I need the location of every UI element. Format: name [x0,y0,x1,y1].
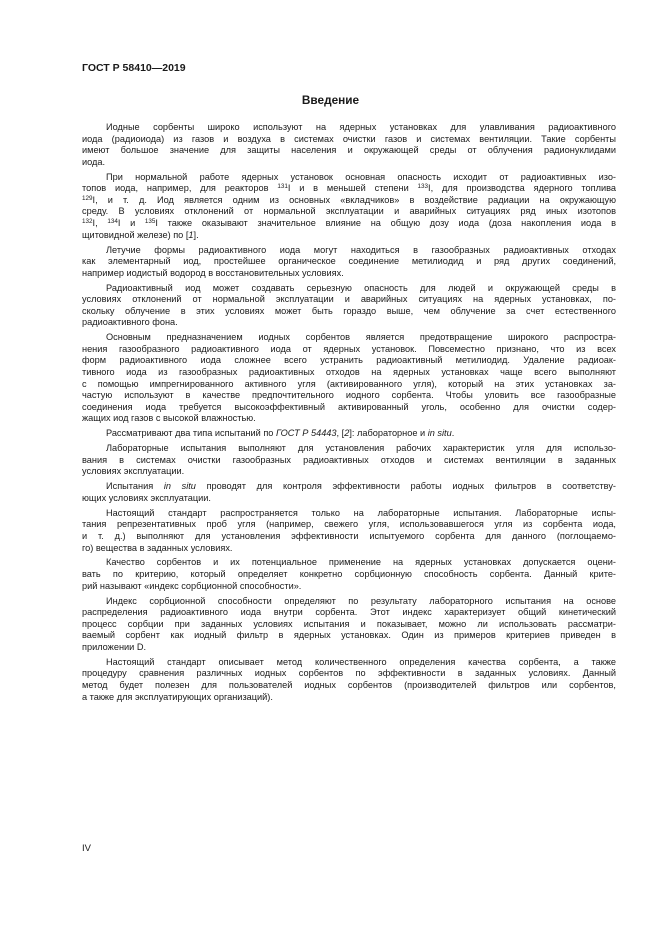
paragraph [82,172,616,242]
text-line: жащих иод газов с высокой влажностью. [82,413,256,424]
text-line: ваемый сорбент как иодный фильтр в ядерных установках. Один из примеров критериев приведен в [82,630,616,641]
text-line: имеют большое значение для защиты населения и окружающей среды от облучения радионуклидами [82,145,616,156]
text-line: радиоактивного фона. [82,317,178,328]
text-line: щитовидной железе) по [1]. [82,229,199,240]
text-line: условиях отклонений от нормальной эксплуатации и аварийных ситуациях на ядерных установках, по- [82,294,616,305]
text-line: нения газообразного радиоактивного иода от ядерных установок. Повсеместно признано, что из всех [82,343,616,354]
isotope-mass-number: 132 [82,218,93,226]
paragraph [82,332,616,425]
text-line: го) вещества в заданных условиях. [82,542,233,553]
text-line: форм радиоактивного иода сложнее всего устранить радиоактивный метилиодид. Удаление радиоак- [82,355,616,366]
isotope-mass-number: 133 [417,183,429,191]
text-line: среду. В условиях отклонений от нормальной эксплуатации и аварийных ситуациях ряд иных изотопов [82,206,616,217]
italic-reference: 1 [188,229,194,240]
text-line: Настоящий стандарт описывает метод количественного определения качества сорбента, а также [106,656,616,667]
text-line: Качество сорбентов и их потенциальное применение на ядерных установках допускается оцени- [106,557,616,568]
italic-reference: 2 [344,428,350,439]
paragraph [82,481,616,504]
paragraph [82,596,616,654]
text-line: Иодные сорбенты широко используют на ядерных установках для улавливания радиоактивного [106,122,616,132]
isotope-mass-number: 129 [82,194,93,202]
isotope-mass-number: 131 [277,183,288,191]
text-line: тания репрезентативных проб угля (например, свежего угля, использовавшегося угля из сорбента иода, [82,519,616,530]
text-line: процедуру сравнения различных иодных сорбентов по эффективности в заданных условиях. Данный [82,668,616,679]
isotope-mass-number: 134 [107,218,118,226]
text-line: метод будет полезен для пользователей иодных сорбентов (производителей фильтров или сорбентов, [82,679,616,690]
section-title: Введение [301,93,360,107]
text-line: приложении D. [82,641,147,652]
document-header: ГОСТ Р 58410—2019 [82,62,186,74]
text-line: скольку облучение в этих условиях может быть гораздо выше, чем облучение за счет естественного [82,305,616,316]
text-line: Летучие формы радиоактивного иода могут находиться в газообразных радиоактивных отходах [106,244,616,255]
paragraph [82,657,616,703]
paragraph [82,443,616,478]
text-line: с помощью импрегнированного активного угля (активированного угля), который на этих установках за- [82,378,616,389]
text-line: соединения иода требуется высокоэффективный активированный уголь, особенно для очистки содер- [82,401,616,412]
paragraph [82,508,616,554]
text-line: вания в системах очистки газообразных радиоактивных отходов и системах вентиляции в заданных [82,454,616,465]
text-line: например иодистый водород в восстановительных условиях. [82,267,344,278]
paragraph [82,557,616,592]
text-line: $^{132}$I, $^{134}$I и $^{135}$I также оказывают значительное влияние на общую дозу иода (доза накопления иода в [82,218,616,229]
text-line: Испытания in situ проводят для контроля эффективности работы иодных фильтров в соответству- [106,481,616,492]
text-line: тивного иода из газообразных радиоактивных отходов на ядерных установках чаще всего выполняют [82,367,616,378]
text-line: процесс сорбции при заданных условиях испытания и показывает, можно ли использовать рассматри- [82,618,616,629]
page-number: IV [82,843,91,854]
text-line: как элементарный иод, простейшее органическое соединение метилиодид и ряд других соединений, [82,256,616,267]
text-line: Лабораторные испытания выполняют для установления рабочих характеристик угля для использо- [106,443,616,454]
italic-reference: ГОСТ Р 54443 [275,428,337,439]
text-line: иода. [82,156,106,167]
isotope-mass-number: 135 [144,218,156,226]
italic-reference: in situ [427,428,452,439]
paragraph [82,245,616,280]
paragraph [82,122,616,168]
text-line: условиях эксплуатации. [82,466,185,477]
text-line: ющих условиях эксплуатации. [82,492,211,503]
italic-reference: in situ [163,481,196,492]
text-line: и т. д.) выполняют для установления эффективности испытуемого сорбента для данного (поглощаемо- [82,530,616,541]
text-line: Основным предназначением иодных сорбентов является предотвращение широкого распростра- [106,332,616,343]
text-line: Индекс сорбционной способности определяют по результату лабораторного испытания на основе [106,595,616,606]
text-line: распределения радиоактивного иода внутри сорбента. Этот индекс характеризует общий кинетический [82,607,616,618]
paragraph [82,283,616,329]
text-line: а также для эксплуатирующих организаций). [82,691,273,702]
text-line: вать по критерию, который определяет конкретно сорбционную способность сорбента. Данный крите- [82,569,616,580]
paragraph [82,428,616,440]
text-line: При нормальной работе ядерных установок основная опасность исходит от радиоактивных изо- [106,171,616,182]
text-line: частую используют в качестве предпочтительного иодного сорбента. Чтобы уловить все газообразные [82,390,616,401]
text-line: Радиоактивный иод может создавать серьезную опасность для людей и окружающей среды в [106,282,616,293]
text-line: Настоящий стандарт распространяется только на лабораторные испытания. Лабораторные испы- [106,507,616,518]
text-line: рий называют «индекс сорбционной способности». [82,580,302,591]
text-line: Рассматривают два типа испытаний по ГОСТ Р 54443, [2]: лабораторное и in situ. [106,428,455,439]
text-line: $^{129}$I, и т. д. Иод является одним из основных «вкладчиков» в воздействие радиации на окружающую [82,194,616,205]
document-body [82,122,616,703]
text-line: топов иода, например, для реакторов $^{131}$I и в меньшей степени $^{133}$I, для производства ядерного топлива [82,183,616,194]
text-line: иода (радиоиода) из газов и воздуха в системах очистки газов и системах вентиляции. Такие сорбенты [82,133,616,144]
